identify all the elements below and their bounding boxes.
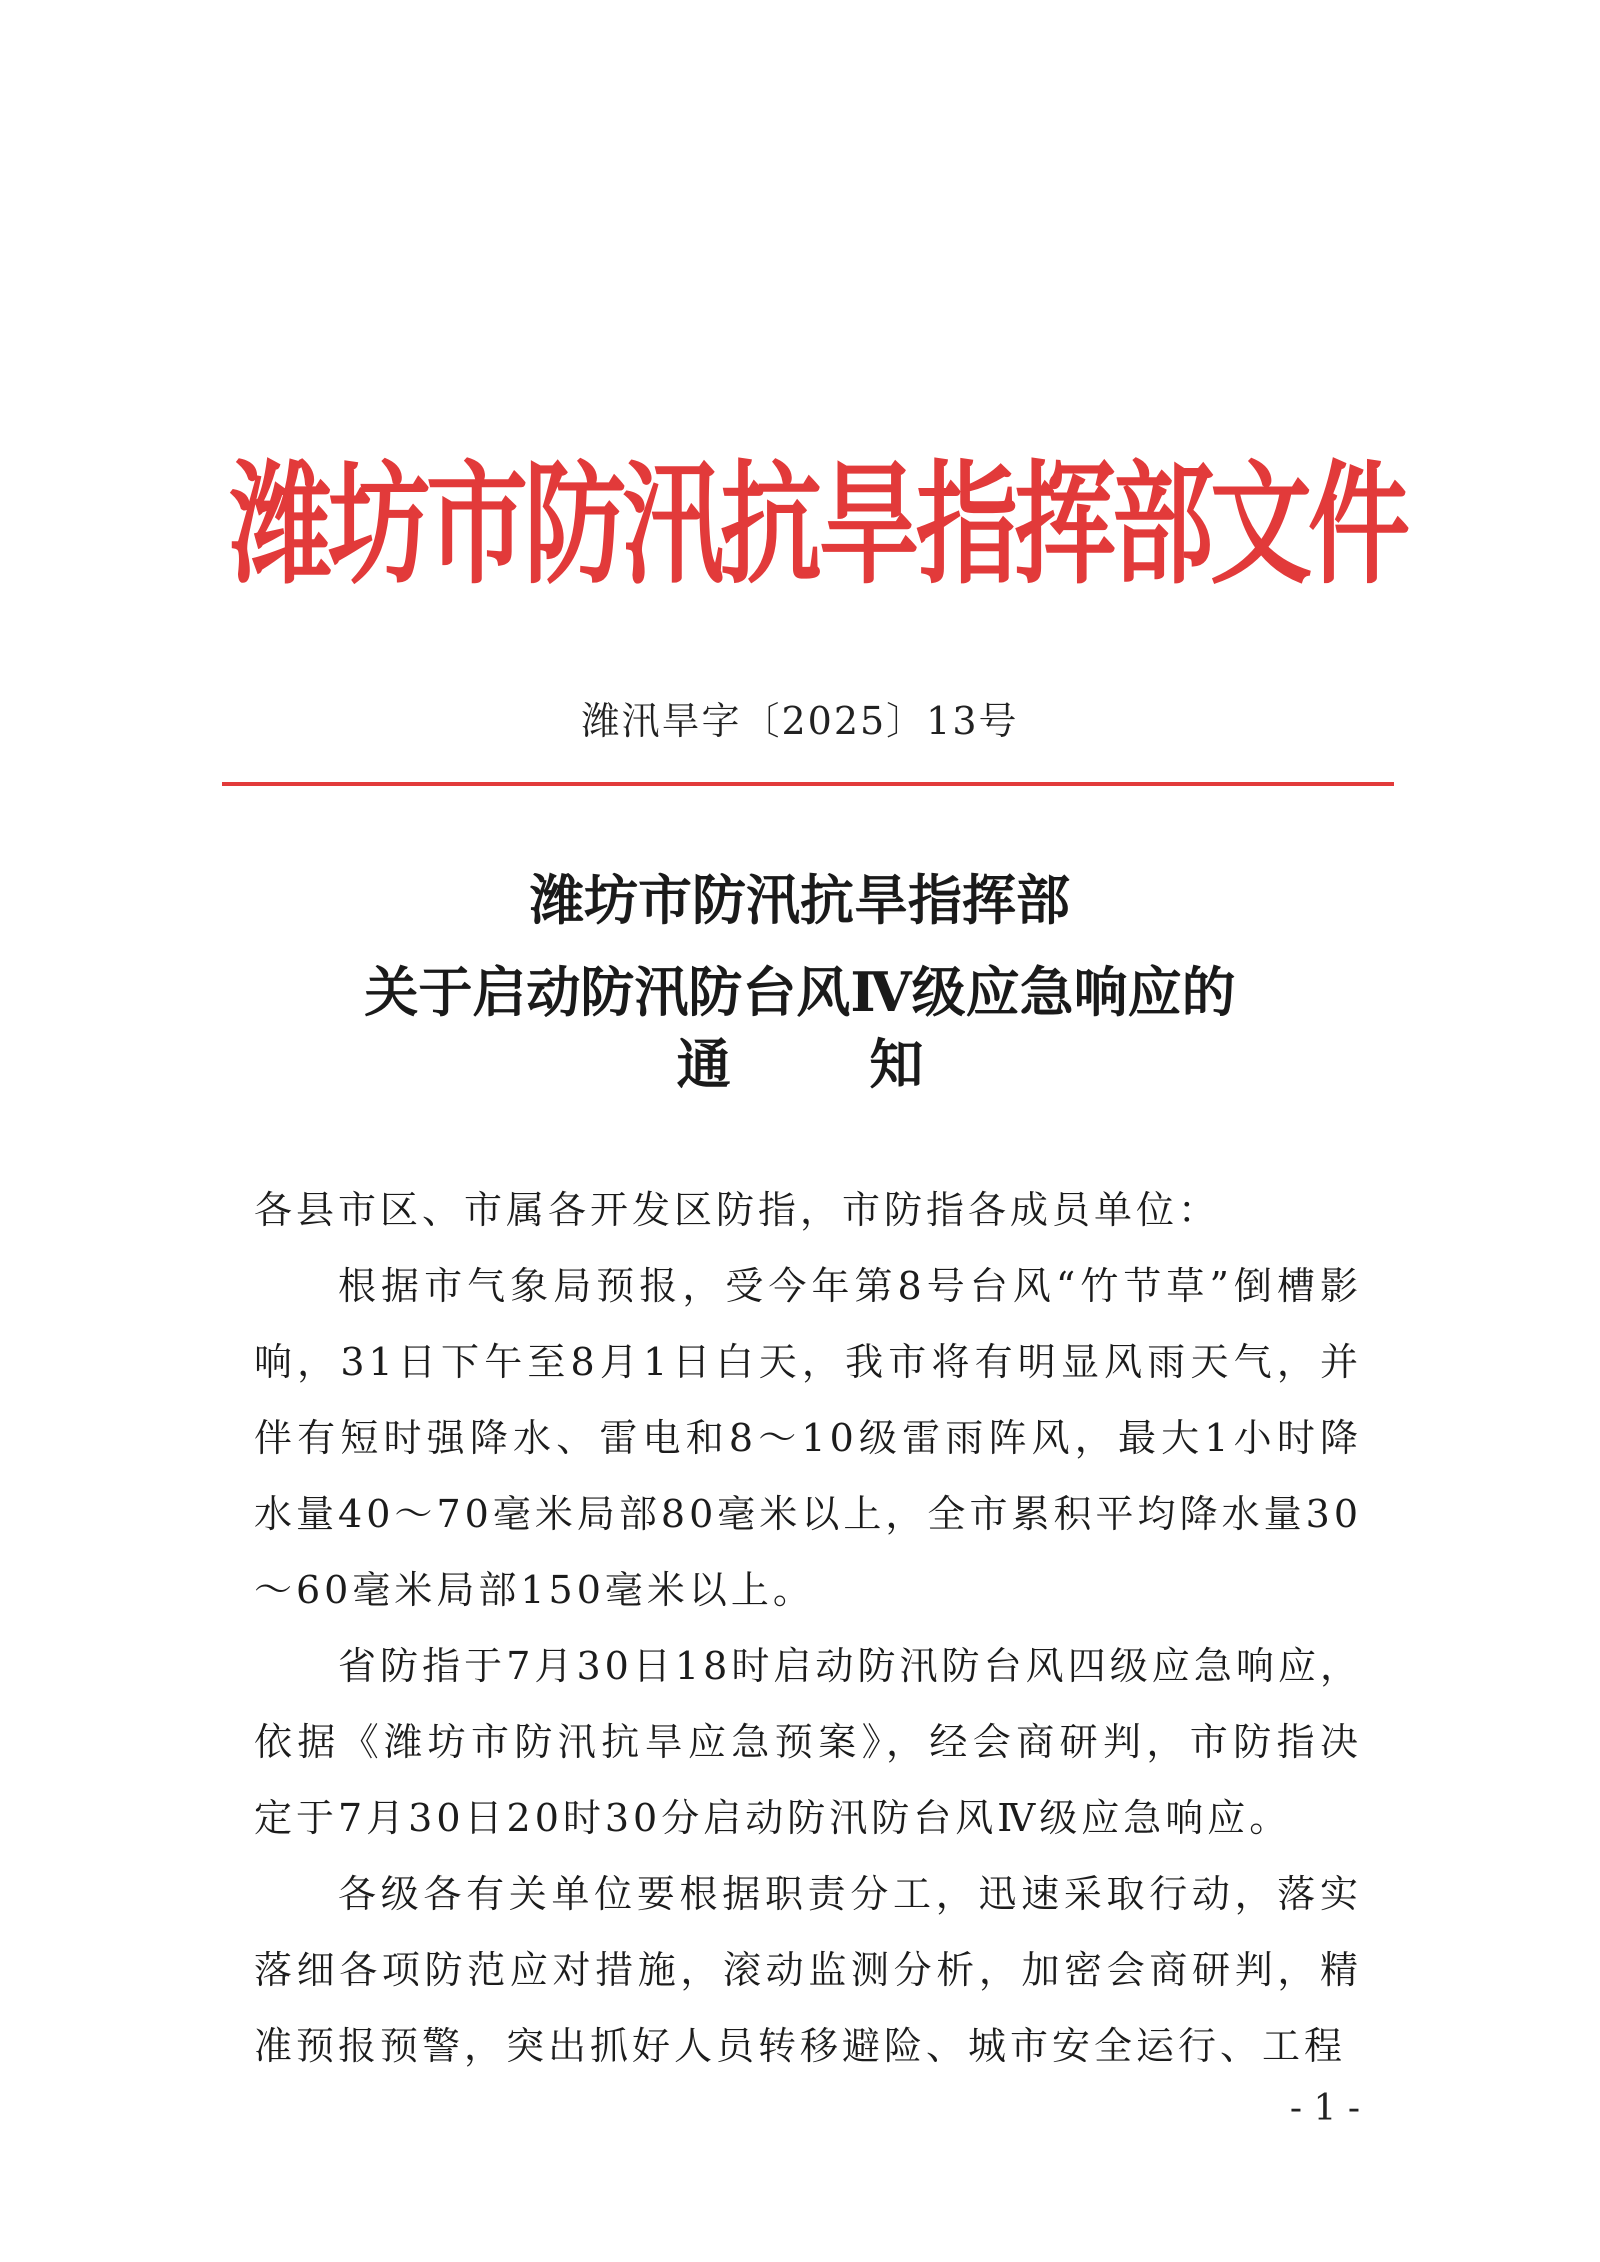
page-number: - 1 - bbox=[1289, 2088, 1360, 2129]
red-divider-line bbox=[222, 782, 1394, 786]
paragraph-forecast: 根据市气象局预报，受今年第8号台风“竹节草”倒槽影响，31日下午至8月1日白天，我市将有明显风雨天气，并伴有短时强降水、雷电和8～10级雷雨阵风，最大1小时降水量40～70毫米局部80毫米以上，全市累积平均降水量30～60毫米局部150毫米以上。 bbox=[254, 1264, 1362, 1612]
paragraph-requirements: 各级各有关单位要根据职责分工，迅速采取行动，落实落细各项防范应对措施，滚动监测分析，加密会商研判，精准预报预警，突出抓好人员转移避险、城市安全运行、工程 bbox=[254, 1872, 1362, 2068]
title-line-2: 关于启动防汛防台风Ⅳ级应急响应的 bbox=[364, 960, 1236, 1024]
document-masthead: 潍坊市防汛抗旱指挥部文件 bbox=[230, 447, 1406, 604]
title-line-3: 通 知 bbox=[676, 1032, 984, 1096]
paragraph-response-decision: 省防指于7月30日18时启动防汛防台风四级应急响应，依据《潍坊市防汛抗旱应急预案》，经会商研判，市防指决定于7月30日20时30分启动防汛防台风Ⅳ级应急响应。 bbox=[254, 1644, 1362, 1840]
addressee-line: 各县市区、市属各开发区防指，市防指各成员单位： bbox=[254, 1188, 1221, 1232]
title-line-1: 潍坊市防汛抗旱指挥部 bbox=[530, 868, 1070, 932]
document-number: 潍汛旱字〔2025〕13号 bbox=[581, 699, 1019, 743]
